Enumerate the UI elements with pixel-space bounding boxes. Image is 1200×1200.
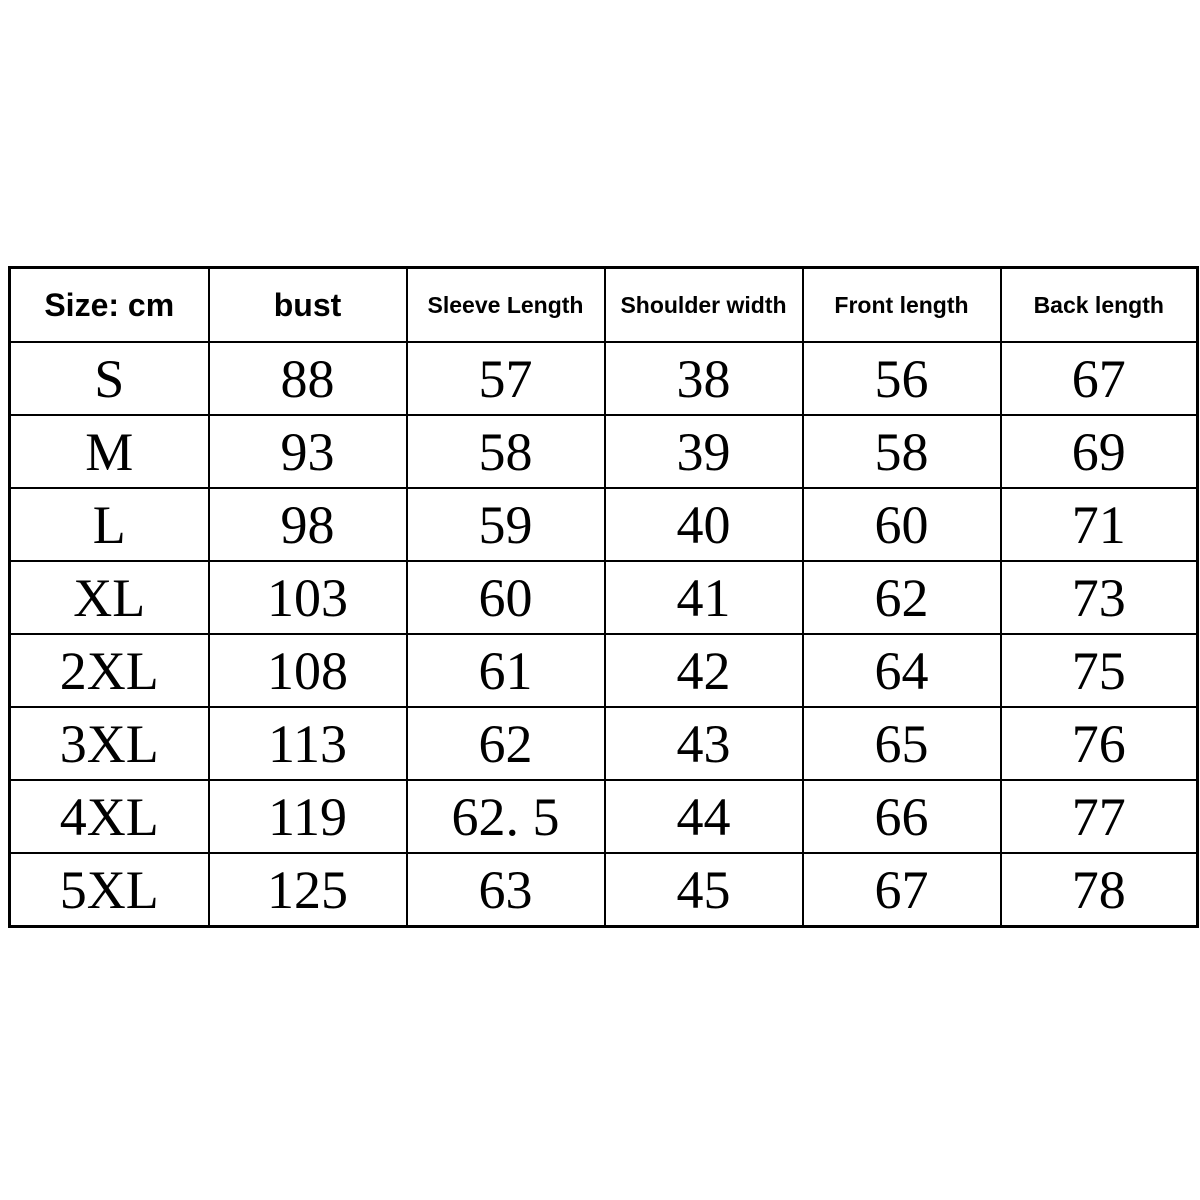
cell-sleeve-length: 57 xyxy=(407,342,605,415)
size-chart-table xyxy=(8,266,1199,928)
cell-shoulder-width: 39 xyxy=(605,415,803,488)
cell-size: XL xyxy=(10,561,209,634)
cell-front-length: 67 xyxy=(803,853,1001,927)
cell-bust: 88 xyxy=(209,342,407,415)
cell-shoulder-width: 41 xyxy=(605,561,803,634)
cell-shoulder-width: 40 xyxy=(605,488,803,561)
cell-back-length: 76 xyxy=(1001,707,1198,780)
cell-front-length: 62 xyxy=(803,561,1001,634)
cell-sleeve-length: 62. 5 xyxy=(407,780,605,853)
cell-bust: 93 xyxy=(209,415,407,488)
cell-back-length: 71 xyxy=(1001,488,1198,561)
table-row xyxy=(10,634,1198,707)
table-row xyxy=(10,561,1198,634)
table-row xyxy=(10,853,1198,927)
cell-back-length: 73 xyxy=(1001,561,1198,634)
cell-shoulder-width: 42 xyxy=(605,634,803,707)
cell-sleeve-length: 63 xyxy=(407,853,605,927)
table-row xyxy=(10,415,1198,488)
header-front-length: Front length xyxy=(803,268,1001,343)
cell-bust: 98 xyxy=(209,488,407,561)
header-row xyxy=(10,268,1198,343)
header-bust: bust xyxy=(209,268,407,343)
header-shoulder-width: Shoulder width xyxy=(605,268,803,343)
cell-front-length: 60 xyxy=(803,488,1001,561)
table-row xyxy=(10,488,1198,561)
cell-front-length: 56 xyxy=(803,342,1001,415)
cell-size: 2XL xyxy=(10,634,209,707)
cell-size: L xyxy=(10,488,209,561)
cell-size: 5XL xyxy=(10,853,209,927)
cell-shoulder-width: 43 xyxy=(605,707,803,780)
cell-size: M xyxy=(10,415,209,488)
header-sleeve-length: Sleeve Length xyxy=(407,268,605,343)
cell-size: 3XL xyxy=(10,707,209,780)
cell-bust: 125 xyxy=(209,853,407,927)
cell-sleeve-length: 59 xyxy=(407,488,605,561)
cell-bust: 108 xyxy=(209,634,407,707)
cell-shoulder-width: 44 xyxy=(605,780,803,853)
cell-size: S xyxy=(10,342,209,415)
cell-back-length: 78 xyxy=(1001,853,1198,927)
table-row xyxy=(10,707,1198,780)
cell-shoulder-width: 38 xyxy=(605,342,803,415)
cell-bust: 113 xyxy=(209,707,407,780)
table-row xyxy=(10,342,1198,415)
cell-back-length: 77 xyxy=(1001,780,1198,853)
cell-back-length: 69 xyxy=(1001,415,1198,488)
cell-shoulder-width: 45 xyxy=(605,853,803,927)
cell-bust: 119 xyxy=(209,780,407,853)
header-size: Size: cm xyxy=(10,268,209,343)
header-back-length: Back length xyxy=(1001,268,1198,343)
table-row xyxy=(10,780,1198,853)
cell-sleeve-length: 60 xyxy=(407,561,605,634)
cell-bust: 103 xyxy=(209,561,407,634)
cell-sleeve-length: 58 xyxy=(407,415,605,488)
cell-size: 4XL xyxy=(10,780,209,853)
cell-front-length: 66 xyxy=(803,780,1001,853)
cell-sleeve-length: 62 xyxy=(407,707,605,780)
cell-front-length: 64 xyxy=(803,634,1001,707)
cell-sleeve-length: 61 xyxy=(407,634,605,707)
cell-back-length: 67 xyxy=(1001,342,1198,415)
cell-back-length: 75 xyxy=(1001,634,1198,707)
cell-front-length: 58 xyxy=(803,415,1001,488)
cell-front-length: 65 xyxy=(803,707,1001,780)
